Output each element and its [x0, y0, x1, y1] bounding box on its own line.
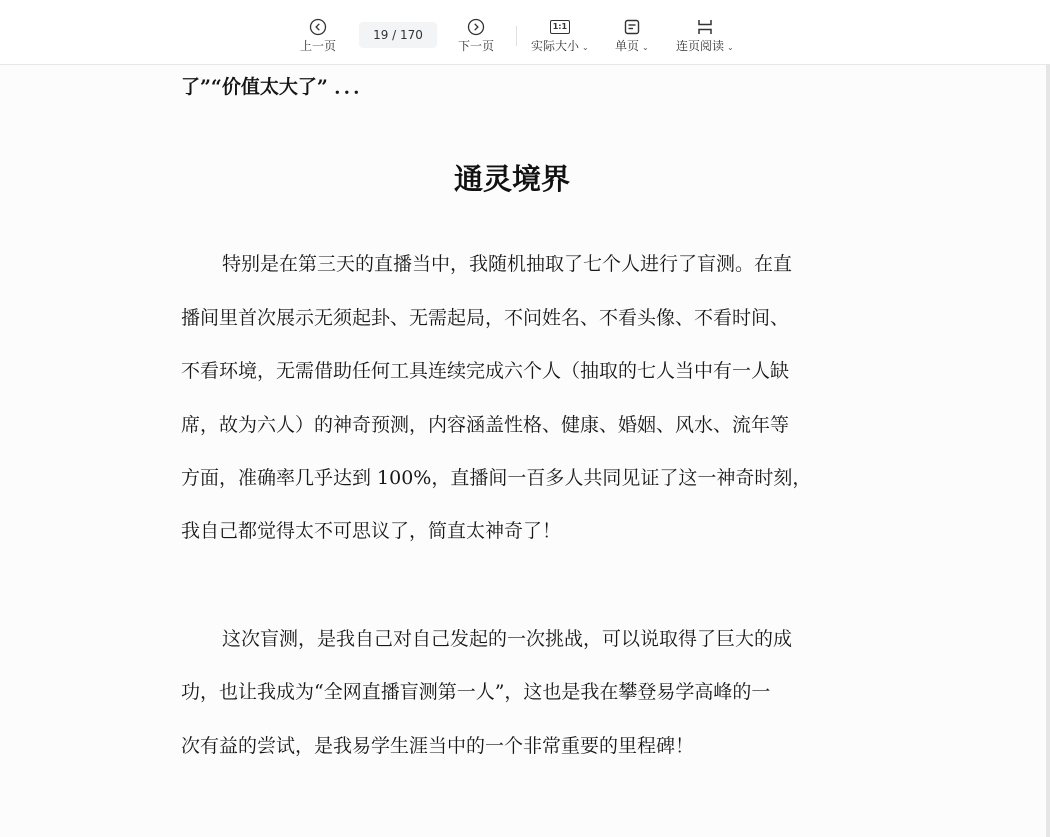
- page-number-input[interactable]: [359, 22, 437, 48]
- actual-size-icon-text: 1:1: [550, 20, 570, 34]
- chevron-left-circle-icon: [308, 17, 328, 37]
- chevron-right-circle-icon: [466, 17, 486, 37]
- reading-label: 连页阅读: [676, 39, 725, 53]
- next-page-button[interactable]: [458, 17, 494, 53]
- paragraph-line: 方面，准确率几乎达到 100%，直播间一百多人共同见证了这一神奇时刻，: [181, 467, 812, 489]
- paragraph-line: 这次盲测，是我自己对自己发起的一次挑战，可以说取得了巨大的成: [222, 628, 793, 650]
- zoom-label: 实际大小: [531, 39, 580, 53]
- chevron-down-icon: ⌄: [582, 43, 589, 52]
- page-layout-dropdown[interactable]: [615, 17, 649, 55]
- paragraph-line: 不看环境，无需借助任何工具连续完成六个人（抽取的七人当中有一人缺: [181, 360, 790, 382]
- reading-mode-dropdown[interactable]: [676, 17, 734, 55]
- zoom-dropdown[interactable]: [531, 17, 589, 55]
- top-text-fragment: 了”“价值太大了” ．．．: [181, 76, 373, 98]
- vertical-scrollbar[interactable]: [1046, 64, 1050, 837]
- single-page-icon: [622, 17, 642, 37]
- layout-label: 单页: [615, 39, 640, 53]
- page-current: 19: [373, 28, 389, 42]
- toolbar-divider: [516, 26, 517, 46]
- prev-page-label: 上一页: [300, 39, 337, 53]
- paragraph-line: 我自己都觉得太不可思议了，简直太神奇了！: [181, 520, 562, 542]
- continuous-scroll-icon: [695, 17, 715, 37]
- page-total: 170: [400, 28, 423, 42]
- document-page: [0, 65, 1046, 837]
- chevron-down-icon: ⌄: [727, 43, 734, 52]
- paragraph-line: 次有益的尝试，是我易学生涯当中的一个非常重要的里程碑！: [181, 735, 695, 757]
- next-page-label: 下一页: [458, 39, 495, 53]
- paragraph-line: 功，也让我成为“全网直播盲测第一人”，这也是我在攀登易学高峰的一: [181, 681, 771, 703]
- paragraph-line: 特别是在第三天的直播当中，我随机抽取了七个人进行了盲测。在直: [222, 253, 793, 275]
- chevron-down-icon: ⌄: [642, 43, 649, 52]
- page-separator: /: [388, 28, 401, 42]
- section-heading: 通灵境界: [453, 162, 570, 196]
- paragraph-line: 席，故为六人）的神奇预测，内容涵盖性格、健康、婚姻、风水、流年等: [181, 414, 790, 436]
- actual-size-icon: [550, 17, 570, 37]
- paragraph-line: 播间里首次展示无须起卦、无需起局，不问姓名、不看头像、不看时间、: [181, 307, 790, 329]
- viewer-toolbar: [0, 0, 1050, 65]
- prev-page-button[interactable]: [300, 17, 336, 53]
